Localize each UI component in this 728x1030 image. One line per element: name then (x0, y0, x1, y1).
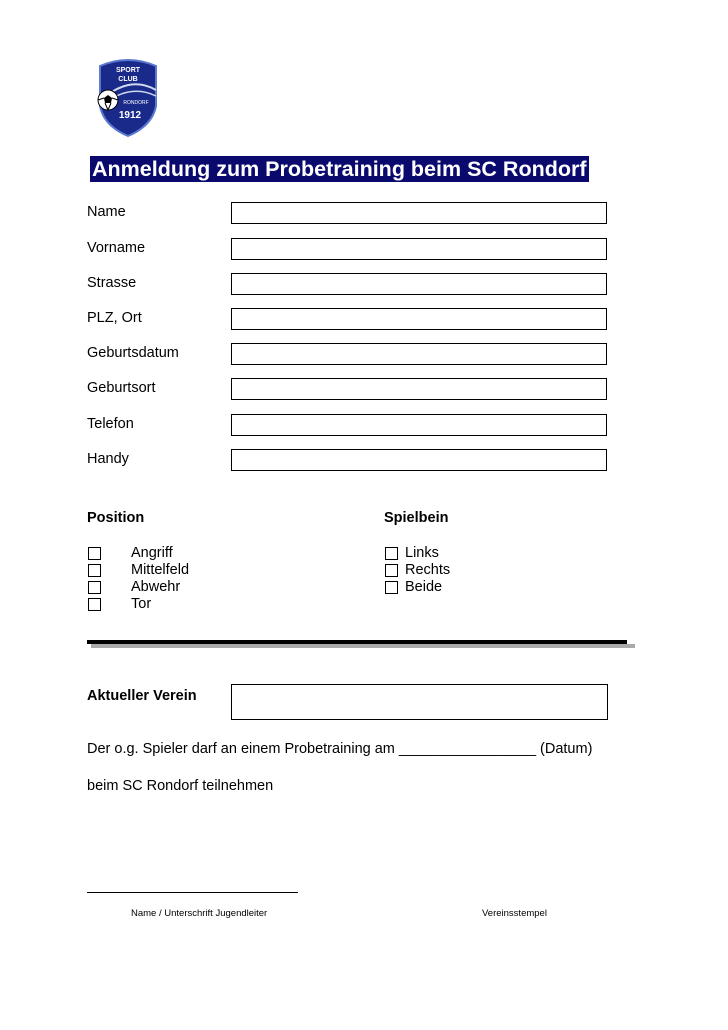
field-input[interactable] (231, 378, 607, 400)
checkbox-label: Abwehr (131, 579, 181, 595)
form-title: Anmeldung zum Probetraining beim SC Rondorf (92, 157, 587, 181)
checkbox[interactable] (88, 547, 101, 560)
field-input[interactable] (231, 273, 607, 295)
checkbox-label: Mittelfeld (131, 562, 190, 578)
checkbox[interactable] (88, 598, 101, 611)
checkbox-label: Beide (405, 579, 443, 595)
field-label: PLZ, Ort (87, 310, 142, 326)
field-label: Geburtsort (87, 380, 156, 396)
field-input[interactable] (231, 238, 607, 260)
svg-text:SPORT: SPORT (115, 67, 141, 74)
spielbein-heading: Spielbein (384, 510, 449, 526)
checkbox-label: Links (405, 545, 439, 561)
field-label: Telefon (87, 416, 134, 432)
sc-rondorf-logo (92, 56, 164, 138)
checkbox-label: Angriff (131, 545, 173, 561)
checkbox[interactable] (88, 581, 101, 594)
consent-line-2: beim SC Rondorf teilnehmen (87, 778, 274, 794)
signature-caption: Name / Unterschrift Jugendleiter (131, 908, 268, 919)
field-label: Name (87, 204, 126, 220)
svg-text:CLUB: CLUB (118, 76, 138, 83)
checkbox[interactable] (88, 564, 101, 577)
checkbox[interactable] (385, 547, 398, 560)
verein-field[interactable] (231, 684, 608, 720)
field-input[interactable] (231, 449, 607, 471)
field-label: Vorname (87, 240, 146, 256)
field-input[interactable] (231, 308, 607, 330)
checkbox-label: Rechts (405, 562, 451, 578)
consent-line-1: Der o.g. Spieler darf an einem Probetraining am _________________ (Datum) (87, 741, 593, 757)
field-input[interactable] (231, 343, 607, 365)
field-input[interactable] (231, 202, 607, 224)
checkbox[interactable] (385, 581, 398, 594)
field-label: Strasse (87, 275, 137, 291)
field-label: Geburtsdatum (87, 345, 179, 361)
divider-shadow (91, 644, 635, 648)
field-input[interactable] (231, 414, 607, 436)
field-label: Handy (87, 451, 129, 467)
svg-text:1912: 1912 (118, 110, 142, 121)
position-heading: Position (87, 510, 145, 526)
signature-line (87, 892, 298, 893)
checkbox[interactable] (385, 564, 398, 577)
divider (87, 640, 627, 644)
svg-text:RONDORF: RONDORF (123, 100, 149, 106)
verein-label: Aktueller Verein (87, 688, 197, 704)
stamp-caption: Vereinsstempel (482, 908, 547, 919)
checkbox-label: Tor (131, 596, 152, 612)
